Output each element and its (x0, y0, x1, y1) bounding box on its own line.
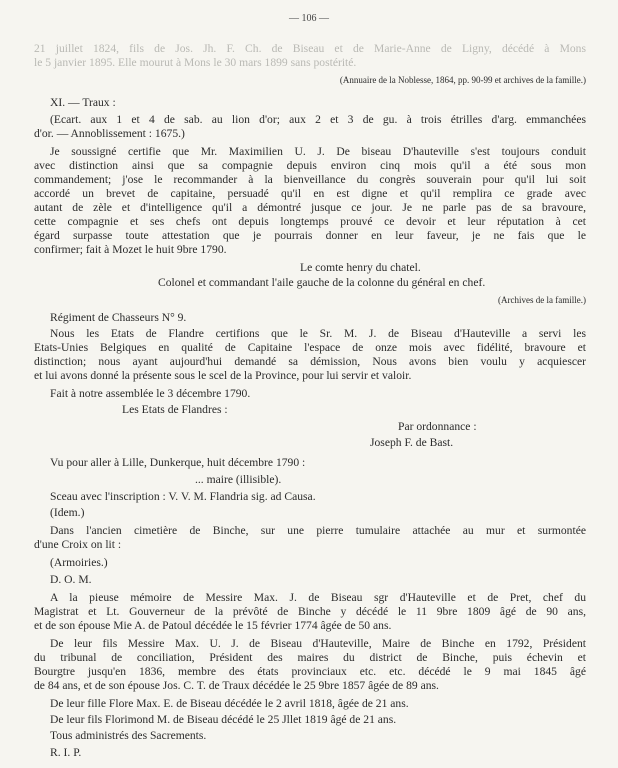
faded-line-1: 21 juillet 1824, fils de Jos. Jh. F. Ch. de Biseau et de Marie-Anne de Ligny, décédé à Mons (34, 42, 586, 55)
faded-line-2: le 5 janvier 1895. Elle mourut à Mons le 30 mars 1899 sans postérité. (34, 56, 357, 69)
family-archive-citation: (Archives de la famille.) (498, 295, 586, 305)
visa-line: Vu pour aller à Lille, Dunkerque, huit décembre 1790 : (50, 456, 306, 469)
mayor-line: ... maire (illisible). (195, 473, 282, 486)
tomb-p2-line-3: Bourgtre jusqu'en 1836, membre des états provinciaux etc. etc. décédé le 9 mai 1845 âgé (34, 665, 586, 678)
regiment-line-1: Nous les Etats de Flandre certifions que le Sr. M. J. de Biseau d'Hauteville a servi les (50, 327, 586, 340)
signature-title: Colonel et commandant l'aile gauche de la colonne du général en chef. (158, 276, 486, 289)
letter-line-6: cette compagnie et ses chefs ont depuis longtemps prouvé ce devoir et leur réputation à cet (34, 215, 586, 228)
letter-line-5: autant de zèle et d'intelligence qu'il a démontré jusque ce jour. Je ne parle pas de sa bravoure, (34, 201, 586, 214)
letter-line-1: Je soussigné certifie que Mr. Maximilien U. J. De biseau D'hauteville s'est toujours conduit (50, 145, 586, 158)
signer: Joseph F. de Bast. (370, 436, 454, 449)
arms-line-1: (Ecart. aux 1 et 4 de sab. au lion d'or; aux 2 et 3 de gu. à trois étrilles d'arg. emmanchées (50, 113, 586, 126)
faded-citation: (Annuaire de la Noblesse, 1864, pp. 90-99 et archives de la famille.) (339, 75, 586, 85)
tomb-intro-2: d'une Croix on lit : (34, 538, 122, 551)
tomb-rip: R. I. P. (50, 746, 82, 759)
tomb-p1-line-3: et de son épouse Mie A. de Patoul décédée le 15 février 1774 âgée de 50 ans. (34, 619, 392, 632)
letter-line-3: commandement; j'ose le recommander à la bienveillance du congrès souverain pour qu'il lui soit (34, 173, 586, 186)
tomb-p2-line-2: du tribunal de conciliation, Président des maires du district de Binche, puis échevin et (34, 651, 586, 664)
tomb-p5: Tous administrés des Sacrements. (50, 729, 207, 742)
arms-line-2: d'or. — Annoblissement : 1675.) (34, 127, 185, 140)
letter-signature: Le comte henry du chatel. (300, 261, 421, 274)
regiment-line-3: distinction; nous ayant aujourd'hui demandé sa démission, Nous avons bien voulu y acquiescer (34, 355, 586, 368)
letter-line-7: égard surpasse toute attestation que je pourrais donner en leur faveur, je ne fais que le (34, 229, 586, 242)
tomb-p2-line-4: de 84 ans, et de son épouse Jos. C. T. de Traux décédée le 25 9bre 1857 âgée de 89 ans. (34, 679, 439, 692)
tomb-p4: De leur fils Florimond M. de Biseau décédé le 25 Jllet 1819 âgé de 21 ans. (50, 713, 397, 726)
regiment-line-4: et lui avons donné la présente sous le scel de la Province, pour lui servir et valoir. (34, 369, 412, 382)
page-number: — 106 — (289, 13, 329, 24)
letter-line-4: accordé un brevet de capitaine, persuadé qu'il en est digne et qu'il remplira ce grade avec (34, 187, 586, 200)
regiment-date: Fait à notre assemblée le 3 décembre 1790. (50, 387, 251, 400)
regiment-line-2: Etats-Unies Belgiques en qualité de Capitaine l'espace de onze mois avec fidélité, bravoure et (34, 341, 586, 354)
tomb-p1-line-1: A la pieuse mémoire de Messire Max. J. de Biseau sgr d'Hauteville et de Pret, chef du (50, 591, 586, 604)
tomb-intro-1: Dans l'ancien cimetière de Binche, sur une pierre tumulaire attachée au mur et surmontée (50, 524, 586, 537)
tomb-p2-line-1: De leur fils Messire Max. U. J. de Biseau d'Hauteville, Maire de Binche en 1792, Président (50, 637, 586, 650)
idem-line: (Idem.) (50, 506, 85, 519)
tomb-arms: (Armoiries.) (50, 556, 108, 569)
letter-line-2: avec distinction ainsi que sa compagnie depuis environ cinq mois qu'il a été sous mon (34, 159, 586, 172)
section-xi-heading: XI. — Traux : (50, 96, 116, 109)
tomb-p3: De leur fille Flore Max. E. de Biseau décédée le 2 avril 1818, âgée de 21 ans. (50, 697, 409, 710)
by-order: Par ordonnance : (398, 420, 477, 433)
letter-line-8: confirmer; fait à Mozet le huit 9bre 1790. (34, 243, 227, 256)
regiment-issuer: Les Etats de Flandres : (122, 403, 228, 416)
seal-line: Sceau avec l'inscription : V. V. M. Flandria sig. ad Causa. (50, 490, 316, 503)
tomb-dom: D. O. M. (50, 573, 92, 586)
regiment-title: Régiment de Chasseurs N° 9. (50, 311, 187, 324)
tomb-p1-line-2: Magistrat et Lt. Gouverneur de la prévôté de Binche y décédé le 11 9bre 1809 âgé de 90 ans, (34, 605, 586, 618)
